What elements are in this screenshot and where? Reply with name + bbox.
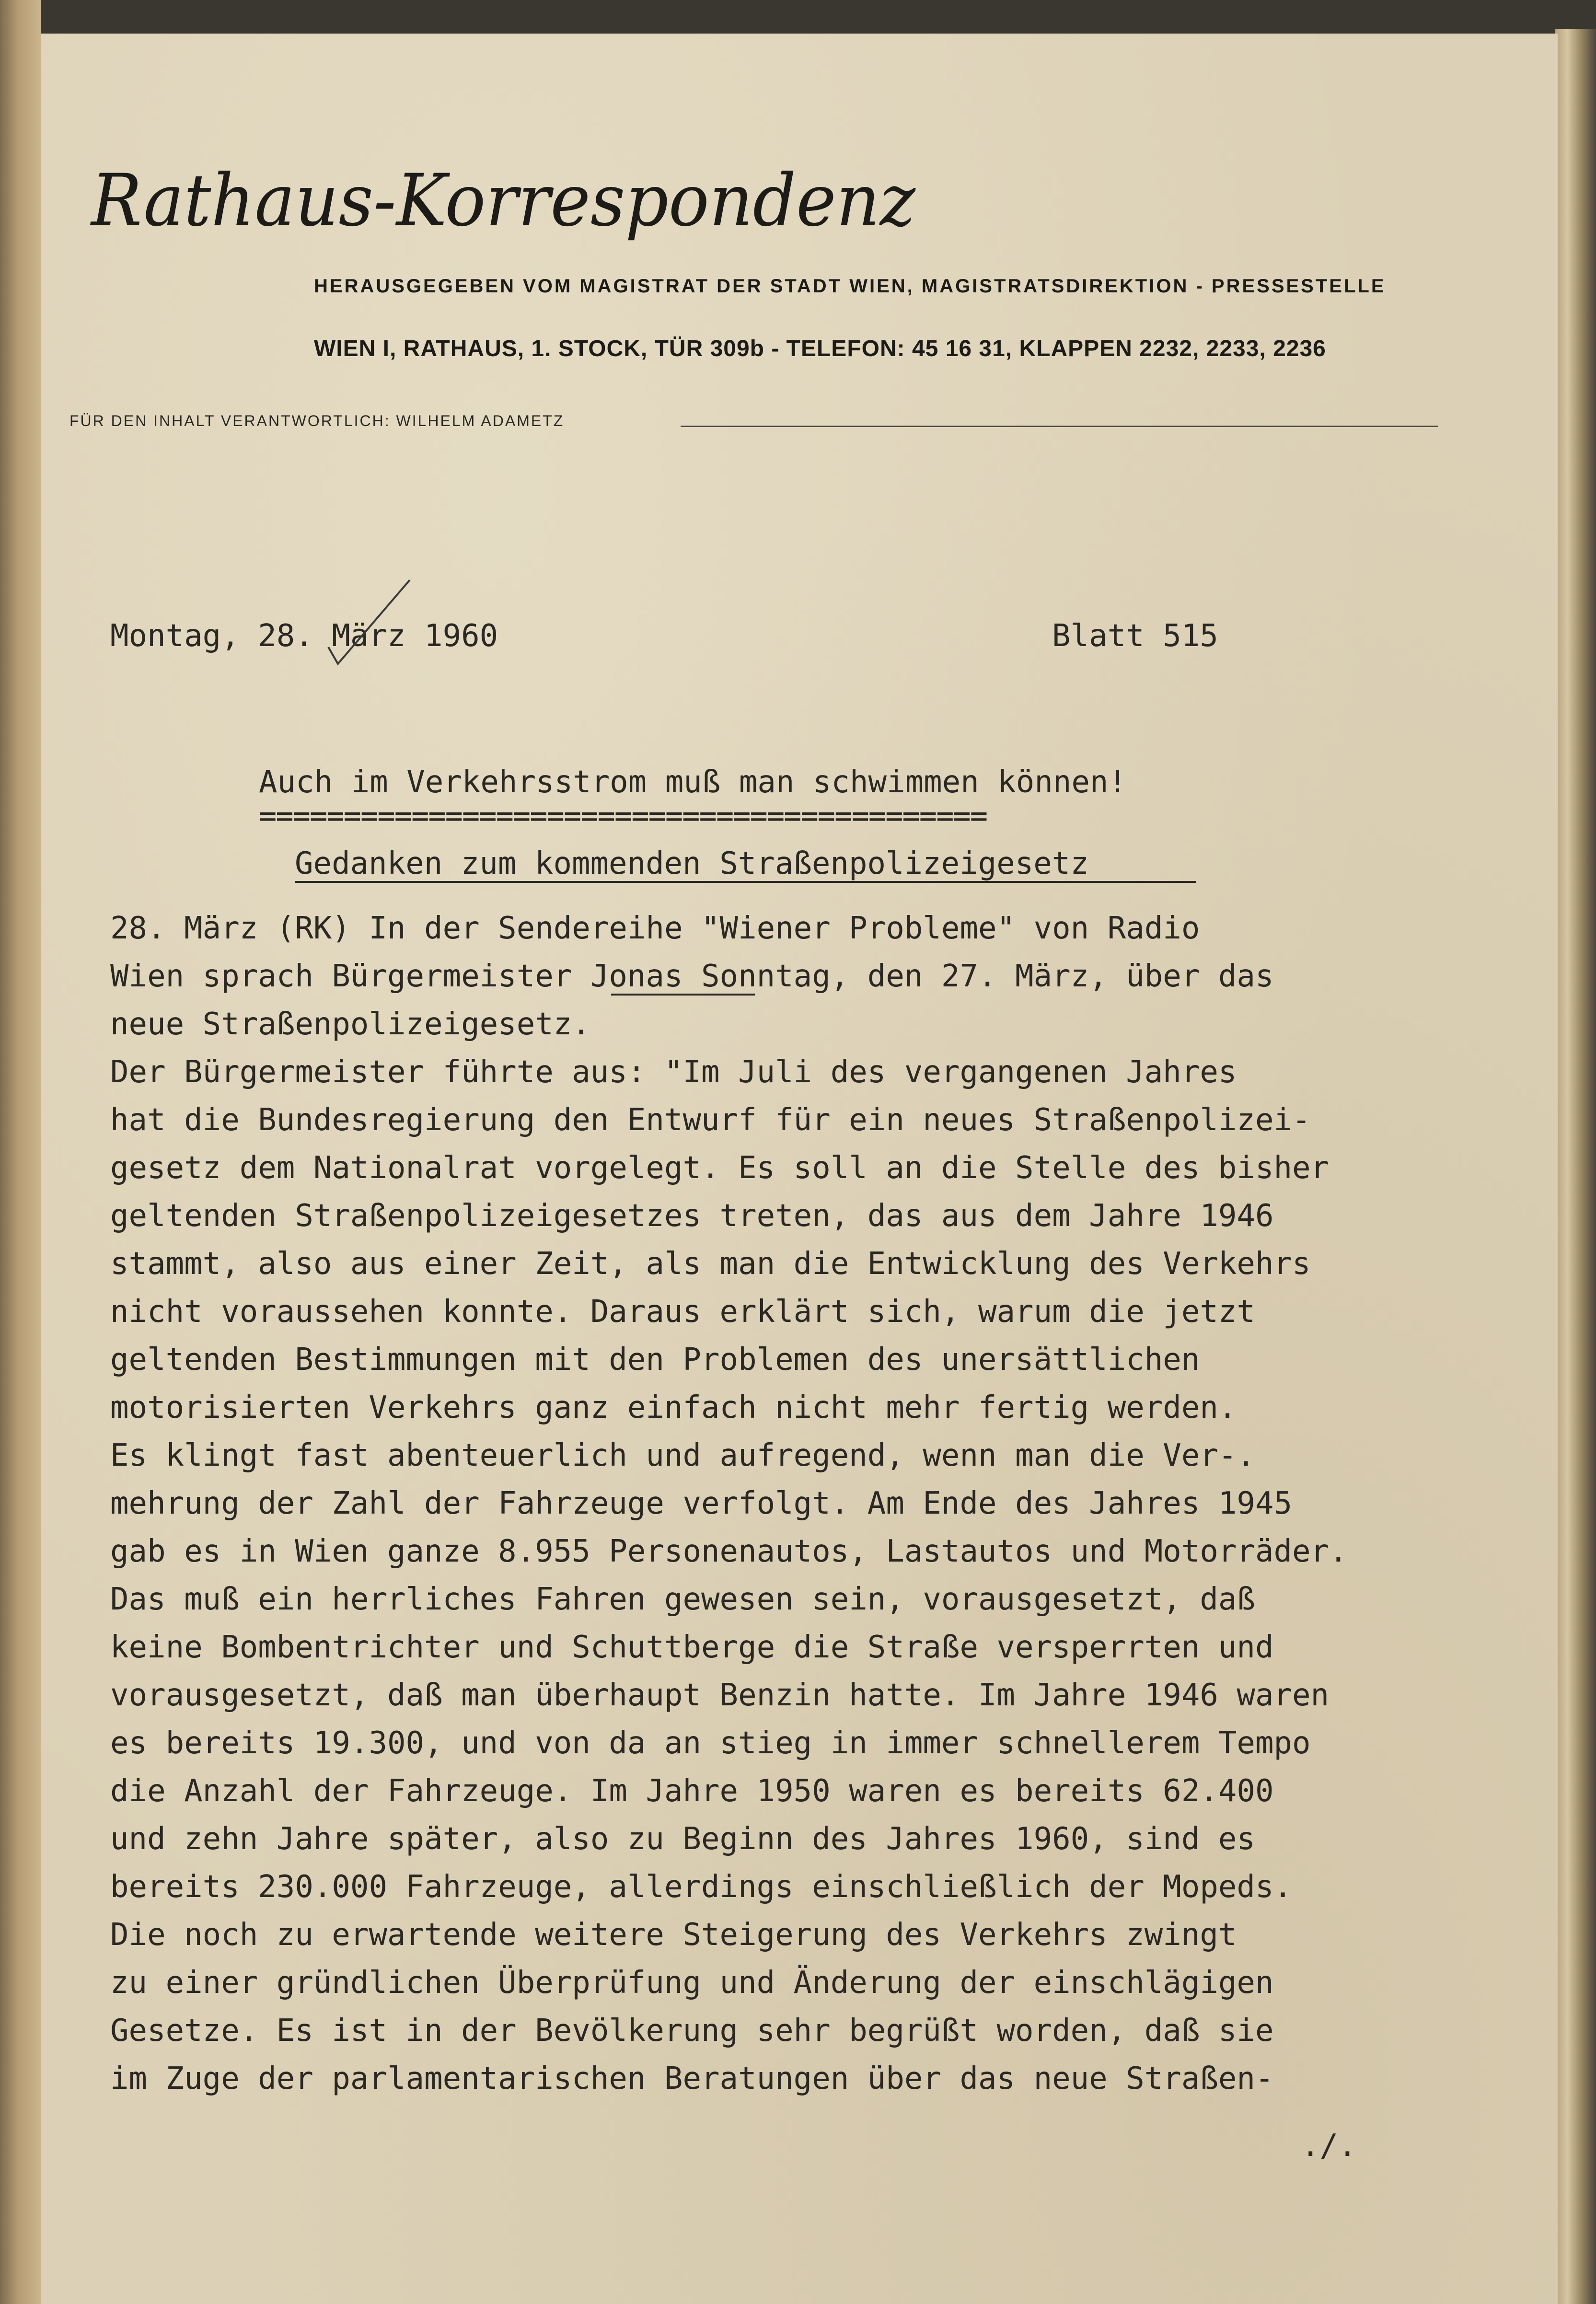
body-line: Gesetze. Es ist in der Bevölkerung sehr begrüßt worden, daß sie xyxy=(110,2013,1274,2049)
subheadline-underline xyxy=(295,881,1196,883)
continuation-mark: ./. xyxy=(1301,2128,1357,2164)
body-line: Die noch zu erwartende weitere Steigerung des Verkehrs zwingt xyxy=(110,1917,1237,1953)
body-line: 28. März (RK) In der Sendereihe "Wiener Probleme" von Radio xyxy=(110,911,1200,946)
pencil-check-mark-icon xyxy=(324,575,415,671)
body-line: stammt, also aus einer Zeit, als man die Entwicklung des Verkehrs xyxy=(110,1246,1311,1282)
headline-double-rule: =========================================== xyxy=(259,798,987,833)
body-line: mehrung der Zahl der Fahrzeuge verfolgt. Am Ende des Jahres 1945 xyxy=(110,1486,1292,1521)
body-line: bereits 230.000 Fahrzeuge, allerdings einschließlich der Mopeds. xyxy=(110,1869,1292,1905)
body-line: gesetz dem Nationalrat vorgelegt. Es soll an die Stelle des bisher xyxy=(110,1150,1330,1186)
body-line: geltenden Bestimmungen mit den Problemen des unersättlichen xyxy=(110,1342,1200,1378)
publisher-line: HERAUSGEGEBEN VOM MAGISTRAT DER STADT WIEN, MAGISTRATSDIREKTION - PRESSESTELLE xyxy=(314,276,1386,297)
body-line: und zehn Jahre später, also zu Beginn des Jahres 1960, sind es xyxy=(110,1821,1255,1857)
address-line: WIEN I, RATHAUS, 1. STOCK, TÜR 309b - TELEFON: 45 16 31, KLAPPEN 2232, 2233, 2236 xyxy=(314,336,1326,361)
body-line: neue Straßenpolizeigesetz. xyxy=(110,1007,590,1042)
binding-edge xyxy=(0,0,41,2304)
name-underline xyxy=(611,994,755,996)
masthead-rule xyxy=(681,426,1438,427)
body-line: die Anzahl der Fahrzeuge. Im Jahre 1950 waren es bereits 62.400 xyxy=(110,1773,1274,1809)
body-line: Der Bürgermeister führte aus: "Im Juli des vergangenen Jahres xyxy=(110,1054,1237,1090)
body-line: nicht voraussehen konnte. Daraus erklärt sich, warum die jetzt xyxy=(110,1294,1255,1330)
body-line: Es klingt fast abenteuerlich und aufregend, wenn man die Ver-. xyxy=(110,1438,1255,1473)
body-line: im Zuge der parlamentarischen Beratungen über das neue Straßen- xyxy=(110,2061,1274,2096)
body-line: keine Bombentrichter und Schuttberge die Straße versperrten und xyxy=(110,1630,1274,1665)
sheet-number: Blatt 515 xyxy=(1052,618,1218,654)
subheadline: Gedanken zum kommenden Straßenpolizeigesetz xyxy=(295,846,1089,881)
body-line: zu einer gründlichen Überprüfung und Änderung der einschlägigen xyxy=(110,1965,1274,2001)
page-stack-edge xyxy=(1555,29,1596,2304)
responsible-line: FÜR DEN INHALT VERANTWORTLICH: WILHELM ADAMETZ xyxy=(69,412,565,429)
body-line: Wien sprach Bürgermeister Jonas Sonntag, den 27. März, über das xyxy=(110,959,1274,994)
body-line: vorausgesetzt, daß man überhaupt Benzin hatte. Im Jahre 1946 waren xyxy=(110,1678,1330,1713)
document-date: Montag, 28. März 1960 xyxy=(110,618,498,654)
body-line: motorisierten Verkehrs ganz einfach nicht mehr fertig werden. xyxy=(110,1390,1237,1425)
headline: Auch im Verkehrsstrom muß man schwimmen können! xyxy=(259,764,1127,800)
masthead-logo-text: Rathaus-Korrespondenz xyxy=(90,159,916,243)
body-line: gab es in Wien ganze 8.955 Personenautos, Lastautos und Motorräder. xyxy=(110,1534,1348,1569)
body-line: hat die Bundesregierung den Entwurf für ein neues Straßenpolizei- xyxy=(110,1102,1311,1138)
body-line: geltenden Straßenpolizeigesetzes treten, das aus dem Jahre 1946 xyxy=(110,1198,1274,1234)
body-line: Das muß ein herrliches Fahren gewesen sein, vorausgesetzt, daß xyxy=(110,1582,1255,1617)
document-page xyxy=(41,34,1558,2304)
body-line: es bereits 19.300, und von da an stieg in immer schnellerem Tempo xyxy=(110,1725,1311,1761)
masthead-logo xyxy=(86,144,925,254)
